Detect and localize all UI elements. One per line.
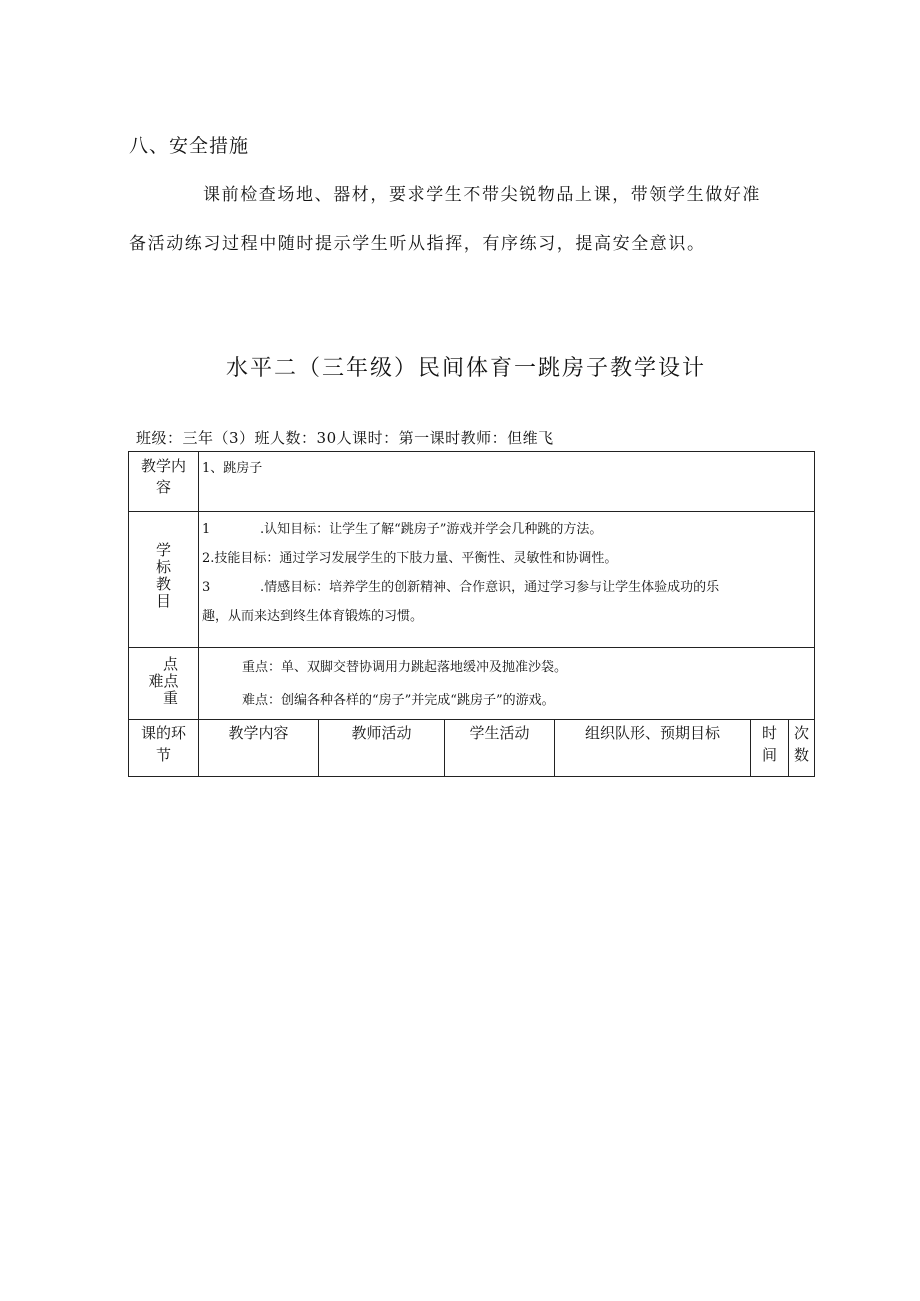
difficult-point-text: 难点：创编各种各样的“房子”并完成“跳房子”的游戏。 bbox=[242, 693, 555, 708]
goals-row bbox=[129, 512, 815, 648]
keypoints-label-char: 重 bbox=[162, 689, 178, 707]
content-label-line-1: 教学内 bbox=[140, 457, 186, 475]
header-count-line-1: 次 bbox=[794, 724, 810, 742]
header-stage-line-2: 节 bbox=[155, 746, 171, 764]
goal-number: 1 bbox=[202, 522, 211, 537]
goal-line bbox=[202, 515, 814, 544]
goals-label-char: 学 bbox=[155, 541, 171, 559]
header-teacher-activity: 教师活动 bbox=[319, 720, 445, 777]
goals-label-char: 标 bbox=[155, 558, 171, 576]
content-value: 1、跳房子 bbox=[202, 461, 263, 476]
keypoints-row bbox=[129, 648, 815, 720]
header-count bbox=[789, 720, 815, 777]
goal-text: .认知目标：让学生了解“跳房子”游戏并学会几种跳的方法。 bbox=[260, 522, 603, 537]
goal-number: 3 bbox=[202, 580, 211, 595]
content-label-cell bbox=[129, 452, 199, 512]
goals-label-cell bbox=[129, 512, 199, 648]
header-stage bbox=[129, 720, 199, 777]
header-time bbox=[751, 720, 789, 777]
keypoints-label-char: 难点 bbox=[148, 672, 179, 690]
goal-text: .情感目标：培养学生的创新精神、合作意识，通过学习参与让学生体验成功的乐 bbox=[260, 580, 720, 595]
goal-line bbox=[202, 544, 814, 573]
content-row bbox=[129, 452, 815, 512]
header-time-line-1: 时 bbox=[761, 724, 777, 742]
content-value-cell bbox=[199, 452, 815, 512]
goals-label-char: 教 bbox=[155, 575, 171, 593]
section-heading: 八、安全措施 bbox=[129, 135, 250, 157]
safety-paragraph-line-1: 课前检查场地、器材，要求学生不带尖锐物品上课，带领学生做好准 bbox=[203, 185, 761, 205]
header-row bbox=[129, 720, 815, 777]
header-count-line-2: 数 bbox=[794, 746, 810, 764]
goal-text: 趣，从而来达到终生体育锻炼的习惯。 bbox=[202, 609, 424, 624]
document-title: 水平二（三年级）民间体育一跳房子教学设计 bbox=[226, 356, 707, 381]
goal-line bbox=[202, 602, 814, 631]
header-content: 教学内容 bbox=[199, 720, 319, 777]
class-info-line: 班级：三年（3）班人数：30人课时：第一课时教师：但维飞 bbox=[136, 429, 554, 447]
safety-paragraph-line-2: 备活动练习过程中随时提示学生听从指挥，有序练习，提高安全意识。 bbox=[129, 234, 706, 254]
keypoints-cell bbox=[199, 648, 815, 720]
keypoints-label-char: 点 bbox=[162, 655, 178, 673]
goals-label-char: 目 bbox=[155, 592, 171, 610]
header-student-activity: 学生活动 bbox=[445, 720, 555, 777]
header-stage-line-1: 课的环 bbox=[140, 724, 186, 742]
key-point-text: 重点：单、双脚交替协调用力跳起落地缓冲及抛准沙袋。 bbox=[242, 660, 568, 675]
keypoints-label-cell bbox=[129, 648, 199, 720]
lesson-plan-table bbox=[128, 451, 815, 777]
goal-line bbox=[202, 573, 814, 602]
goal-text: 2.技能目标：通过学习发展学生的下肢力量、平衡性、灵敏性和协调性。 bbox=[202, 551, 618, 566]
header-time-line-2: 间 bbox=[761, 746, 777, 764]
header-organization: 组织队形、预期目标 bbox=[555, 720, 751, 777]
content-label-line-2: 容 bbox=[155, 478, 171, 496]
goals-cell bbox=[199, 512, 815, 648]
